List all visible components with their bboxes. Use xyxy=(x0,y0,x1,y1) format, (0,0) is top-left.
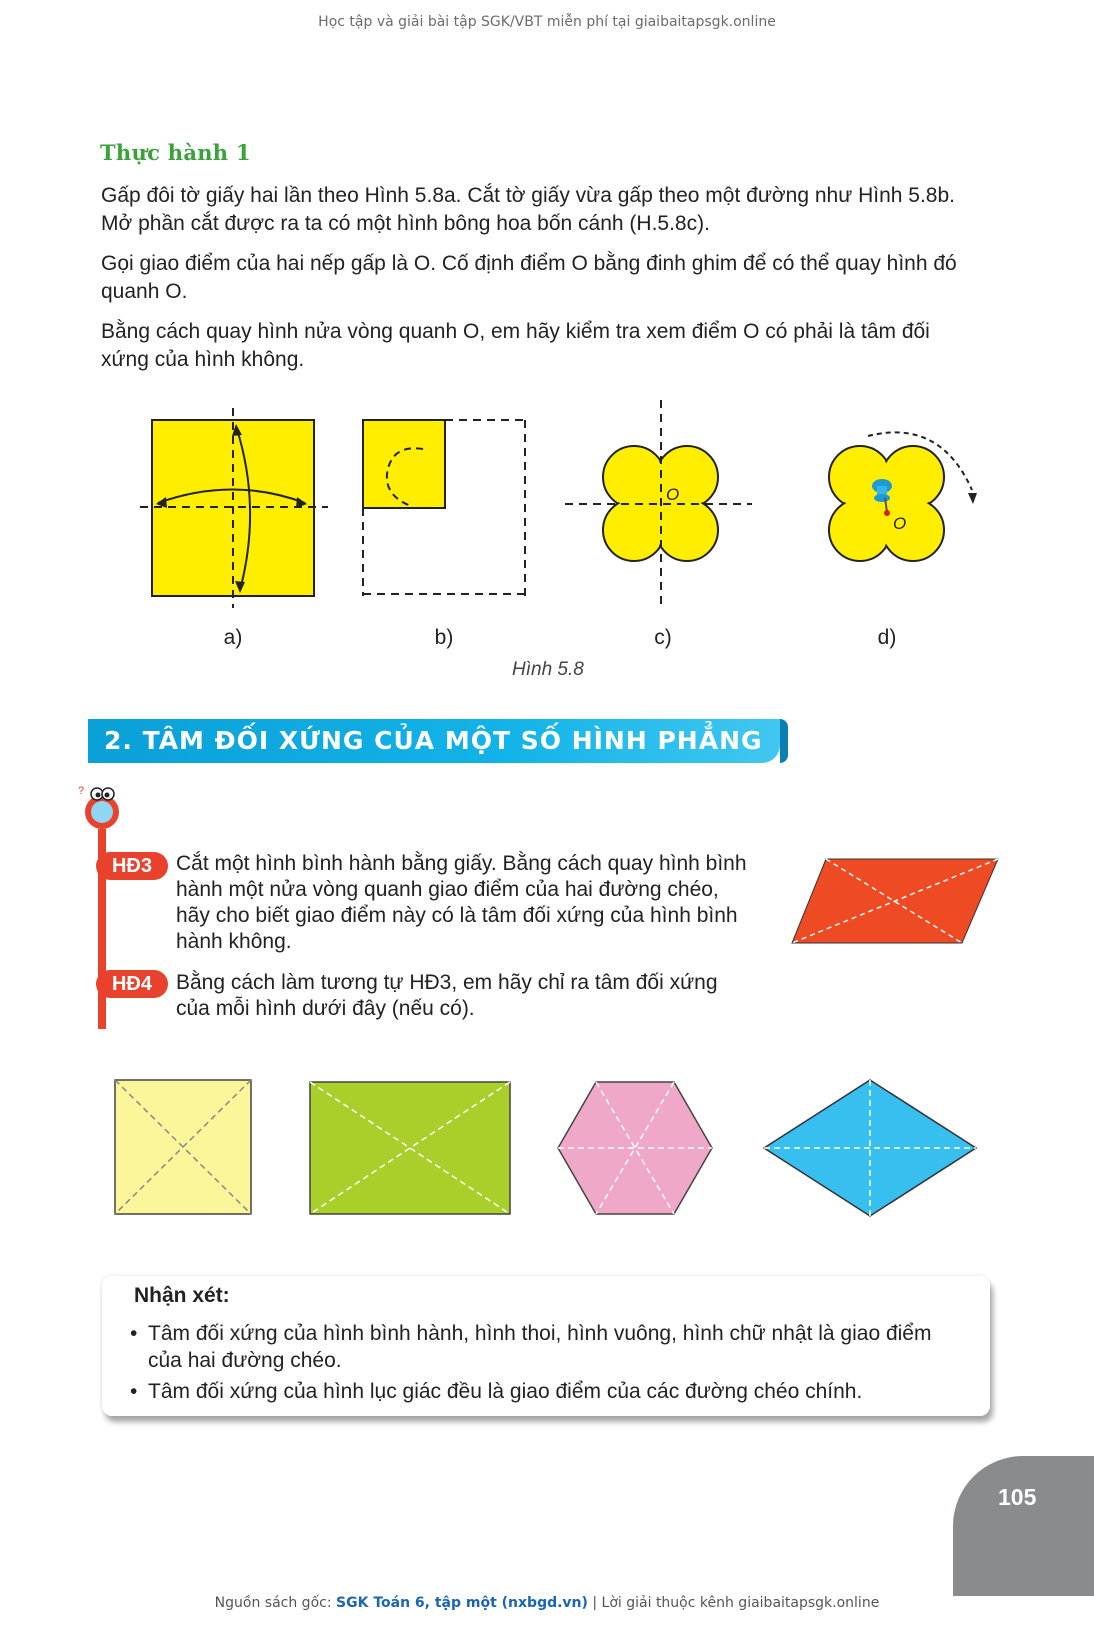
note-bullet1-line1: Tâm đối xứng của hình bình hành, hình thoi, hình vuông, hình chữ nhật là giao điểm xyxy=(148,1322,932,1345)
hexagon-figure xyxy=(558,1082,712,1214)
note-bullet2: Tâm đối xứng của hình lục giác đều là giao điểm của các đường chéo chính. xyxy=(148,1380,863,1403)
practice-p1-line2: Mở phần cắt được ra ta có một hình bông hoa bốn cánh (H.5.8c). xyxy=(101,212,710,235)
footer-prefix: Nguồn sách gốc: xyxy=(214,1595,337,1611)
label-b: b) xyxy=(434,626,454,649)
hd3-line4: hành không. xyxy=(176,930,292,953)
label-d: d) xyxy=(877,626,897,649)
practice-p1-line1: Gấp đôi tờ giấy hai lần theo Hình 5.8a. Cắt tờ giấy vừa gấp theo một đường như Hình 5.8b. xyxy=(101,184,955,207)
section-title: 2. TÂM ĐỐI XỨNG CỦA MỘT SỐ HÌNH PHẲNG xyxy=(104,726,763,755)
hd3-tag: HĐ3 xyxy=(96,852,168,880)
practice-p2-line1: Gọi giao điểm của hai nếp gấp là O. Cố định điểm O bằng đinh ghim để có thể quay hình đó xyxy=(101,252,957,275)
figure-5-8 xyxy=(0,400,1094,630)
note-bullet1-line2: của hai đường chéo. xyxy=(148,1349,342,1372)
note-title: Nhận xét: xyxy=(134,1284,230,1307)
bullet-dot-2: • xyxy=(130,1380,138,1403)
figure-a xyxy=(140,408,328,608)
figure-caption: Hình 5.8 xyxy=(512,659,584,680)
magnifier-mascot-icon xyxy=(78,785,119,829)
figure-b xyxy=(363,420,527,596)
figure-c xyxy=(565,400,752,608)
shapes-row xyxy=(0,1070,1094,1230)
square-figure xyxy=(115,1080,251,1214)
page-number-tab xyxy=(953,1456,1094,1596)
bullet-dot-1: • xyxy=(130,1322,138,1345)
hd3-line1: Cắt một hình bình hành bằng giấy. Bằng cách quay hình bình xyxy=(176,852,747,875)
footer-banner xyxy=(0,1595,1094,1611)
practice-p3-line1: Bằng cách quay hình nửa vòng quanh O, em hãy kiểm tra xem điểm O có phải là tâm đối xyxy=(101,320,930,343)
label-a: a) xyxy=(223,626,243,649)
footer-book-link[interactable]: SGK Toán 6, tập một (nxbgd.vn) xyxy=(336,1595,588,1611)
footer-suffix: | Lời giải thuộc kênh giaibaitapsgk.online xyxy=(587,1595,880,1611)
hd4-line2: của mỗi hình dưới đây (nếu có). xyxy=(176,997,475,1020)
point-o-label-c: O xyxy=(666,485,680,504)
hd3-line2: hành một nửa vòng quanh giao điểm của hai đường chéo, xyxy=(176,878,719,901)
hd4-tag: HĐ4 xyxy=(96,970,168,998)
rhombus-figure xyxy=(764,1080,976,1216)
practice-p3-line2: xứng của hình không. xyxy=(101,348,305,371)
hd3-line3: hãy cho biết giao điểm này có là tâm đối xứng của hình bình xyxy=(176,904,738,927)
rectangle-figure xyxy=(310,1082,510,1214)
page-number: 105 xyxy=(998,1484,1037,1510)
practice-p2-line2: quanh O. xyxy=(101,280,188,303)
parallelogram-figure xyxy=(790,855,1010,955)
point-o-label-d: O xyxy=(893,514,907,533)
figure-d xyxy=(829,432,977,561)
top-banner: Học tập và giải bài tập SGK/VBT miễn phí tại giaibaitapsgk.online xyxy=(318,14,776,30)
svg-text:?: ? xyxy=(78,785,85,797)
label-c: c) xyxy=(654,626,672,649)
hd4-line1: Bằng cách làm tương tự HĐ3, em hãy chỉ ra tâm đối xứng xyxy=(176,971,718,994)
practice-heading: Thực hành 1 xyxy=(100,140,251,165)
